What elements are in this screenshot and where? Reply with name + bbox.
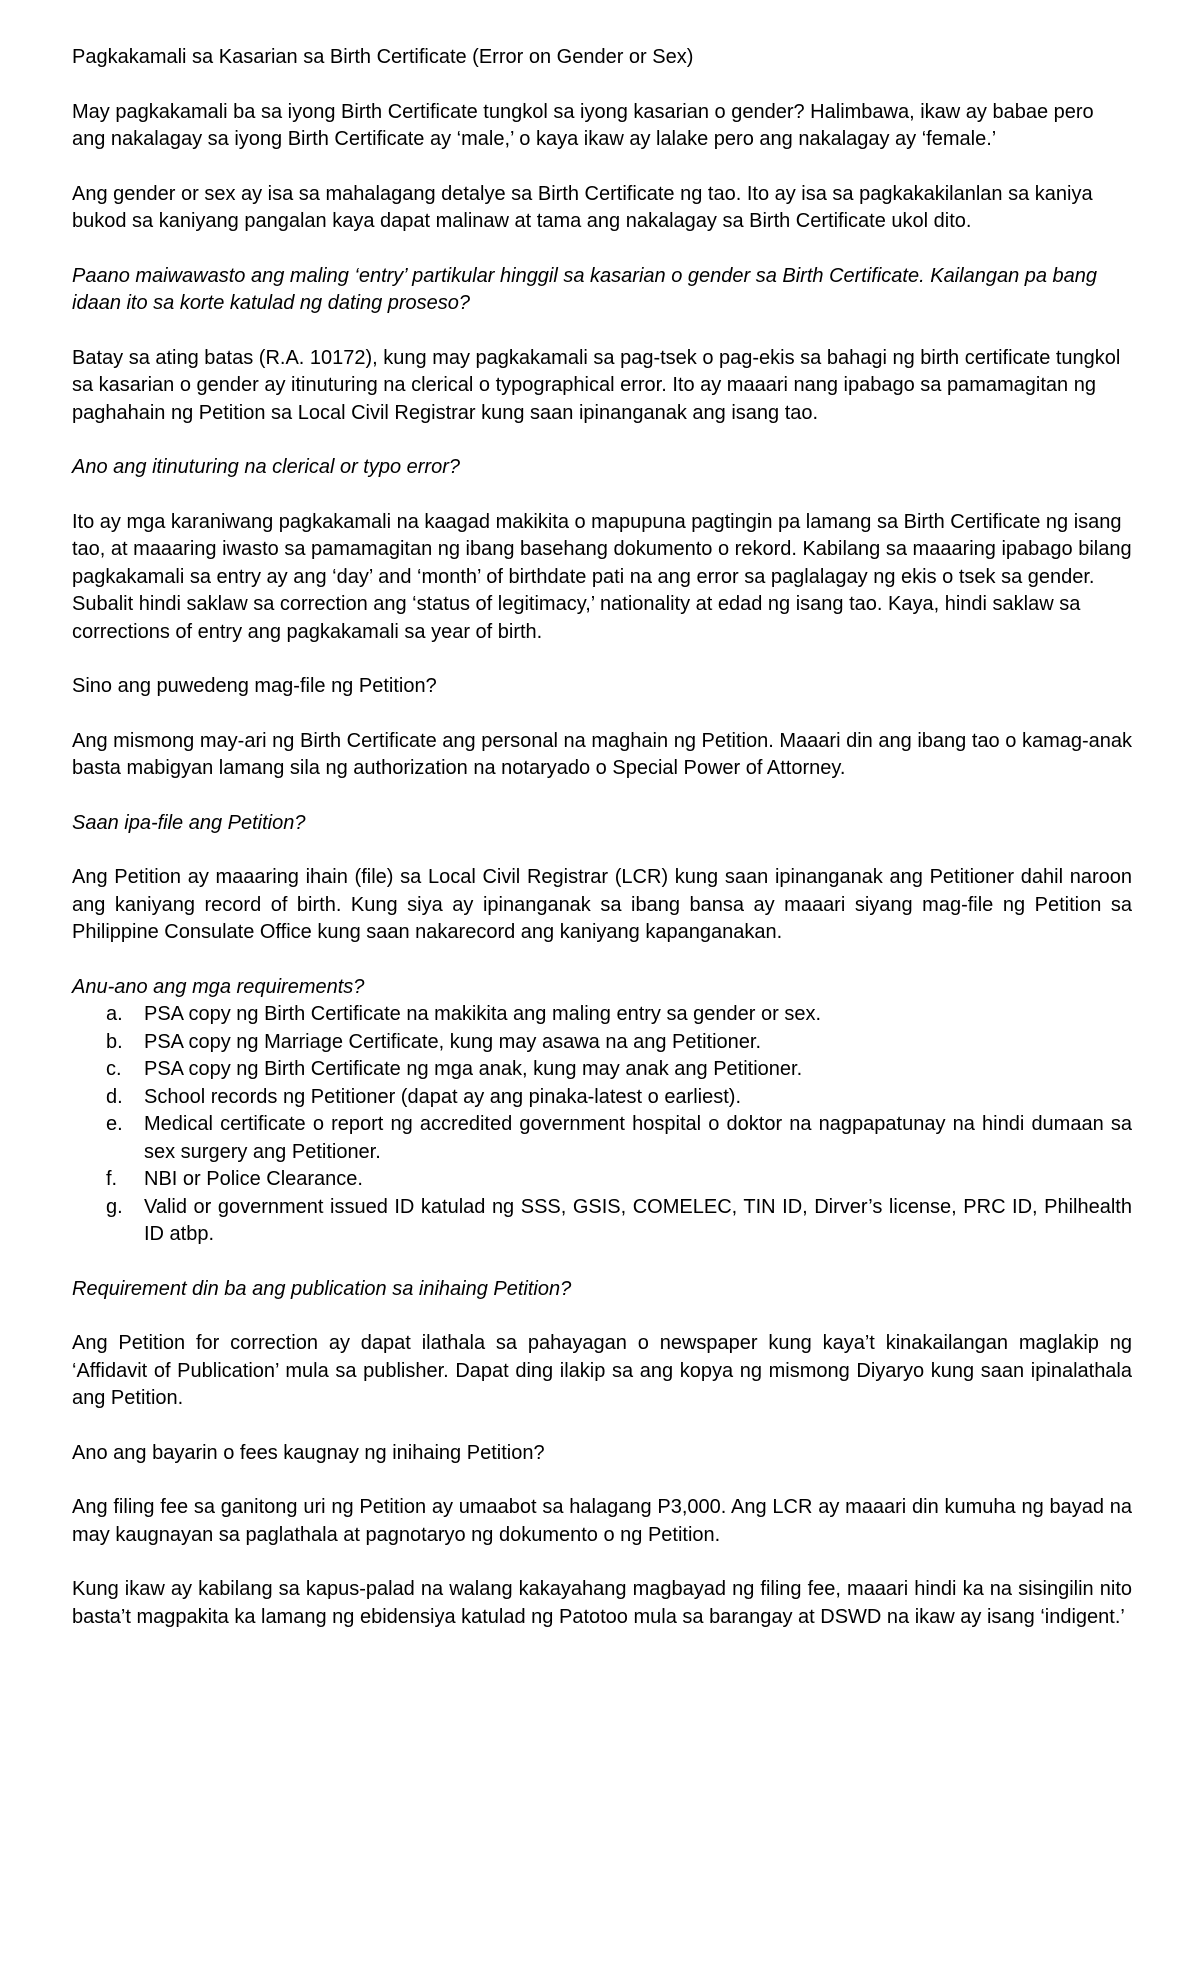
question-who: Sino ang puwedeng mag-file ng Petition? xyxy=(72,675,437,697)
list-item-text: Valid or government issued ID katulad ng SSS, GSIS, COMELEC, TIN ID, Dirver’s license, PRC ID, Philhealth ID atbp. xyxy=(144,1195,1132,1245)
list-item-text: School records ng Petitioner (dapat ay ang pinaka-latest o earliest). xyxy=(144,1085,742,1108)
list-item-text: PSA copy ng Marriage Certificate, kung may asawa na ang Petitioner. xyxy=(144,1030,762,1053)
answer-who: Ang mismong may-ari ng Birth Certificate ang personal na maghain ng Petition. Maaari din ang ibang tao o kamag-anak basta mabigyan lamang sila ng authorization na notaryado o Special Power of Attorney. xyxy=(72,729,1132,779)
gender-paragraph: Ang gender or sex ay isa sa mahalagang detalye sa Birth Certificate ng tao. Ito ay isa sa pagkakakilanlan sa kaniya bukod sa kaniyang pangalan kaya dapat malinaw at tama ang nakalagay sa Birth Certificate ukol dito. xyxy=(72,182,1093,232)
list-marker: d. xyxy=(106,1085,123,1108)
list-marker: g. xyxy=(106,1195,123,1218)
list-marker: a. xyxy=(106,1003,123,1025)
answer-fees: Ang filing fee sa ganitong uri ng Petition ay umaabot sa halagang P3,000. Ang LCR ay maaari din kumuha ng bayad na may kaugnayan sa paglathala at pagnotaryo ng dokumento o ng Petition. xyxy=(72,1496,1132,1546)
question-publication: Requirement din ba ang publication sa inihaing Petition? xyxy=(72,1277,572,1300)
answer-clerical: Ito ay mga karaniwang pagkakamali na kaagad makikita o mapupuna pagtingin pa lamang sa Birth Certificate ng isang tao, at maaaring iwasto sa pamamagitan ng ibang basehang dokumento o rekord. Kabilang sa maaaring ipabago bilang pagkakamali sa entry ay ang ‘day’ and ‘month’ of birthdate pati na ang error sa paglalagay ng ekis o tsek sa gender. Subalit hindi saklaw sa correction ang ‘status of legitimacy,’ nationality at edad ng isang tao. Kaya, hindi saklaw sa corrections of entry ang pagkakamali sa year of birth. xyxy=(72,510,1132,643)
list-item xyxy=(72,1056,1132,1084)
list-item-text: NBI or Police Clearance. xyxy=(144,1168,363,1190)
list-item-text: Medical certificate o report ng accredited government hospital o doktor na nagpapatunay na hindi dumaan sa sex surgery ang Petitioner. xyxy=(144,1113,1132,1163)
list-item xyxy=(72,1084,1132,1112)
intro-paragraph: May pagkakamali ba sa iyong Birth Certificate tungkol sa iyong kasarian o gender? Halimbawa, ikaw ay babae pero ang nakalagay sa iyong Birth Certificate ay ‘male,’ o kaya ikaw ay lalake pero ang nakalagay ay ‘female.’ xyxy=(72,100,1094,150)
answer-publication: Ang Petition for correction ay dapat ilathala sa pahayagan o newspaper kung kaya’t kinakailangan maglakip ng ‘Affidavit of Publication’ mula sa publisher. Dapat ding ilakip sa ang kopya ng mismong Diyaryo kung saan ipinalathala ang Petition. xyxy=(72,1332,1132,1409)
list-item xyxy=(72,1194,1132,1249)
list-item-text: PSA copy ng Birth Certificate na makikita ang maling entry sa gender or sex. xyxy=(144,1003,822,1025)
list-item xyxy=(72,1029,1132,1057)
answer-correction: Batay sa ating batas (R.A. 10172), kung may pagkakamali sa pag-tsek o pag-ekis sa bahagi ng birth certificate tungkol sa kasarian o gender ay itinuturing na clerical o typographical error. Ito ay maaari nang ipabago sa pamamagitan ng paghahain ng Petition sa Local Civil Registrar kung saan ipinanganak ang isang tao. xyxy=(72,346,1121,424)
list-marker: f. xyxy=(106,1168,118,1190)
requirements-list xyxy=(72,1001,1132,1249)
document-page xyxy=(72,44,1132,1658)
list-item-text: PSA copy ng Birth Certificate ng mga anak, kung may anak ang Petitioner. xyxy=(144,1058,803,1080)
list-item xyxy=(72,1111,1132,1166)
list-marker: b. xyxy=(106,1030,123,1053)
question-clerical: Ano ang itinuturing na clerical or typo error? xyxy=(72,456,460,478)
document-title: Pagkakamali sa Kasarian sa Birth Certificate (Error on Gender or Sex) xyxy=(72,46,694,68)
list-marker: e. xyxy=(106,1113,123,1135)
list-item xyxy=(72,1166,1132,1194)
list-marker: c. xyxy=(106,1058,122,1080)
answer-indigent: Kung ikaw ay kabilang sa kapus-palad na walang kakayahang magbayad ng filing fee, maaari hindi ka na sisingilin nito basta’t magpakita ka lamang ng ebidensiya katulad ng Patotoo mula sa barangay at DSWD na ikaw ay isang ‘indigent.’ xyxy=(72,1578,1132,1628)
question-requirements: Anu-ano ang mga requirements? xyxy=(72,975,365,998)
answer-where: Ang Petition ay maaaring ihain (file) sa Local Civil Registrar (LCR) kung saan ipinanganak ang Petitioner dahil naroon ang kaniyang record of birth. Kung siya ay ipinanganak sa ibang bansa ay maaari siyang mag-file ng Petition sa Philippine Consulate Office kung saan nakarecord ang kaniyang kapanganakan. xyxy=(72,866,1132,943)
question-where: Saan ipa-file ang Petition? xyxy=(72,811,306,834)
list-item xyxy=(72,1001,1132,1029)
question-fees: Ano ang bayarin o fees kaugnay ng inihaing Petition? xyxy=(72,1441,545,1464)
question-correction: Paano maiwawasto ang maling ‘entry’ partikular hinggil sa kasarian o gender sa Birth Certificate. Kailangan pa bang idaan ito sa korte katulad ng dating proseso? xyxy=(72,264,1098,314)
